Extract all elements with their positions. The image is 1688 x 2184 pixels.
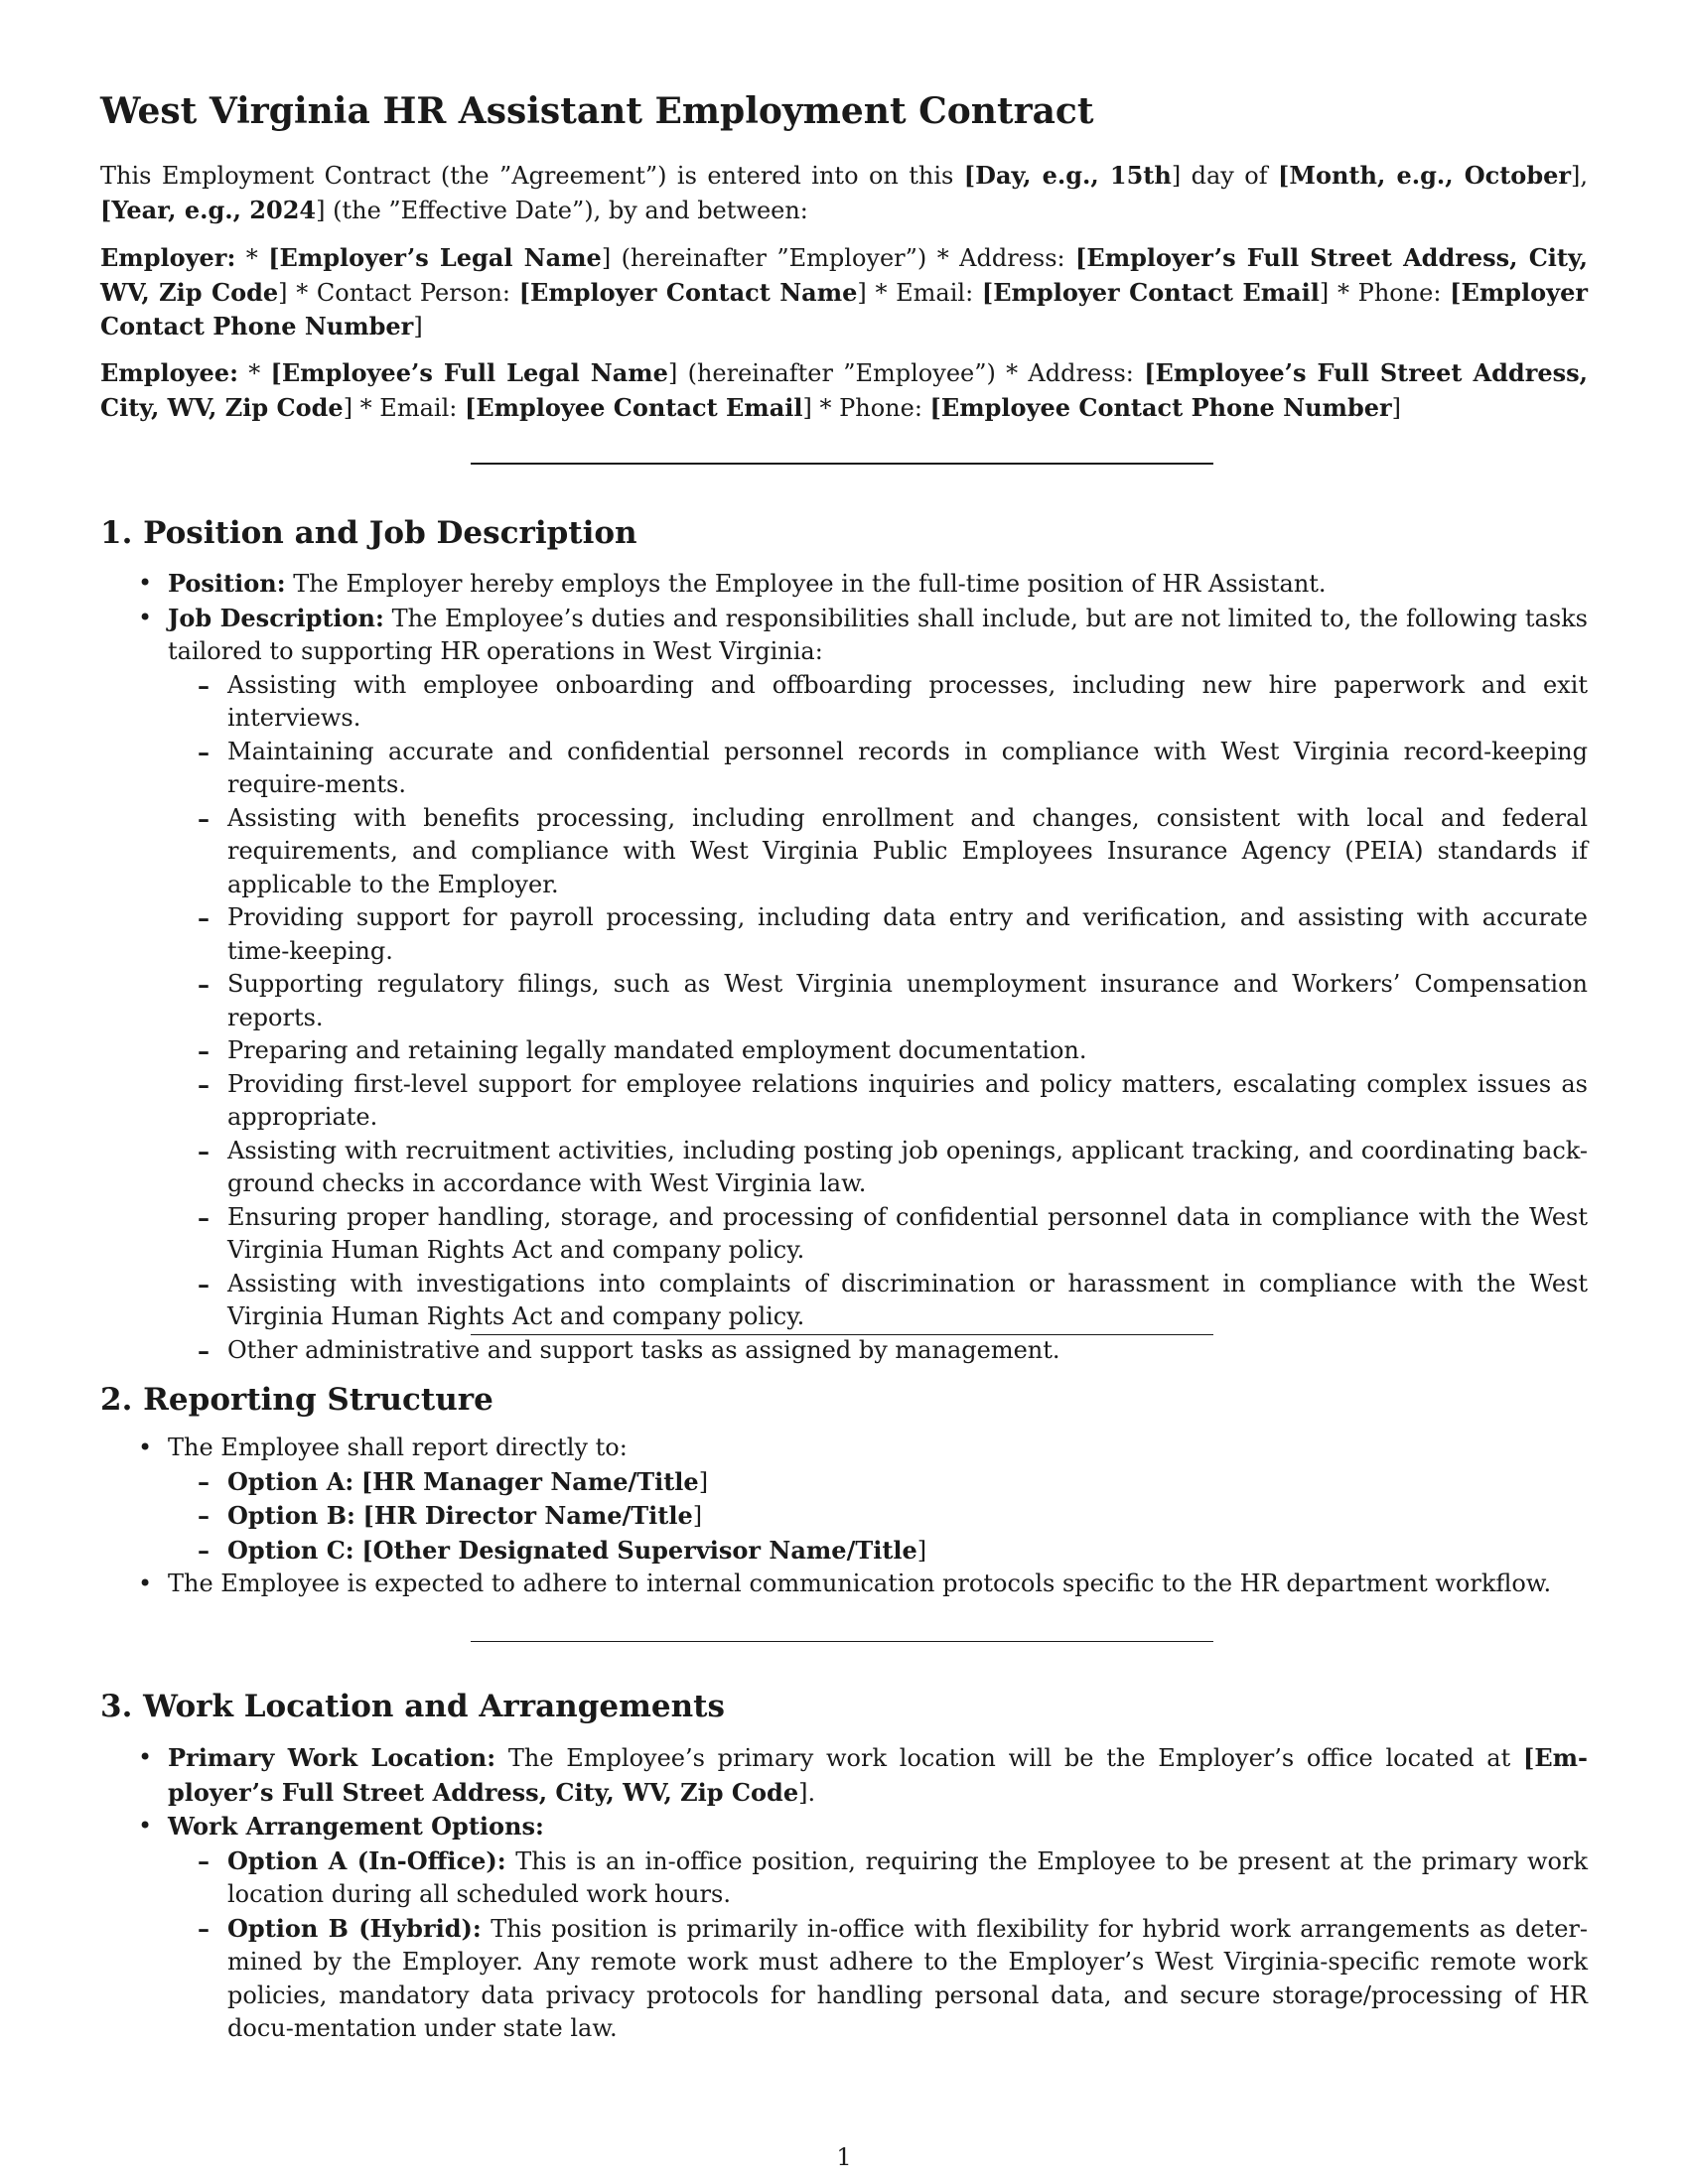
employee-address-placeholder: [Employee’s Full Street Address, City, WV, Zip Code <box>100 358 1589 422</box>
option-in-office <box>100 1844 1588 1912</box>
position-text: The Employer hereby employs the Employee in the full-time position of HR Assistant. <box>285 570 1327 598</box>
option-hybrid <box>100 1912 1588 2046</box>
contract-page <box>100 0 1588 2184</box>
year-placeholder: [Year, e.g., 2024 <box>100 195 317 224</box>
protocol-item: • The Employee is expected to adhere to internal communication protocols specific to the HR department workflow. <box>100 1568 1588 1601</box>
employee-label: Employee: <box>100 358 238 387</box>
employer-address-placeholder: [Employer’s Full Street Address, City, WV, Zip Code <box>100 243 1589 307</box>
page-number: 1 <box>836 2143 852 2171</box>
primary-close: ]. <box>798 1778 816 1807</box>
job-description-item <box>100 602 1588 1368</box>
intro-paragraph <box>100 159 1588 227</box>
employee-email-placeholder: [Employee Contact Email <box>464 392 803 422</box>
position-item <box>100 567 1588 602</box>
document-title: West Virginia HR Assistant Employment Contract <box>100 90 1094 132</box>
section-divider <box>471 1334 1213 1335</box>
arrangement-options-label: Work Arrangement Options: <box>168 1812 544 1841</box>
task-item: – Ensuring proper handling, storage, and processing of confidential personnel data in compliance with the West Virginia Human Rights Act and company policy. <box>100 1201 1588 1268</box>
job-description-label: Job Description: <box>168 603 384 632</box>
primary-location-item <box>100 1741 1588 1810</box>
option-label: Option B (Hybrid): <box>227 1913 482 1943</box>
option-c <box>100 1534 1588 1569</box>
employee-text: ] <box>1391 393 1402 422</box>
option-b <box>100 1499 1588 1534</box>
arrangement-options <box>168 1844 1588 2046</box>
option-label: Option A: <box>227 1466 354 1496</box>
task-item: – Maintaining accurate and confidential personnel records in compliance with West Virginia record-keeping require-ments. <box>100 736 1588 802</box>
section-2-heading: 2. Reporting Structure <box>100 1382 493 1418</box>
intro-text: ], <box>1571 162 1589 190</box>
option-close: ] <box>698 1467 709 1496</box>
option-value: [HR Director Name/Title <box>362 1501 693 1530</box>
intro-text: This Employment Contract (the ”Agreement”) is entered into on this <box>100 162 964 190</box>
intro-text: ] (the ”Effective Date”), by and between: <box>316 196 808 224</box>
task-item: – Providing support for payroll processing, including data entry and verification, and assisting with accurate time-keeping. <box>100 901 1588 968</box>
day-placeholder: [Day, e.g., 15th <box>963 161 1172 190</box>
month-placeholder: [Month, e.g., October <box>1278 161 1572 190</box>
employee-name-placeholder: [Employee’s Full Legal Name <box>270 358 668 387</box>
section-1-heading: 1. Position and Job Description <box>100 515 637 551</box>
employer-email-placeholder: [Employer Contact Email <box>981 277 1320 307</box>
employer-text: ] * Email: <box>857 278 982 307</box>
task-item: – Other administrative and support tasks as assigned by management. <box>100 1334 1588 1368</box>
employer-text: ] * Phone: <box>1319 278 1451 307</box>
task-item: – Supporting regulatory filings, such as West Virginia unemployment insurance and Workers’ Compensation reports. <box>100 968 1588 1034</box>
employer-text: * <box>235 244 269 272</box>
employee-phone-placeholder: [Employee Contact Phone Number <box>929 392 1392 422</box>
section-2-list <box>100 1432 1588 1601</box>
employer-paragraph <box>100 241 1588 344</box>
option-label: Option B: <box>227 1501 355 1530</box>
task-item: – Assisting with investigations into complaints of discrimination or harassment in compliance with the West Virginia Human Rights Act and company policy. <box>100 1268 1588 1334</box>
employee-text: ] * Phone: <box>802 393 930 422</box>
task-item: – Assisting with employee onboarding and offboarding processes, including new hire paperwork and exit interviews. <box>100 669 1588 736</box>
option-label: Option C: <box>227 1535 354 1565</box>
employee-text: ] (hereinafter ”Employee”) * Address: <box>667 359 1145 387</box>
job-description-text: The Employee’s duties and responsibilities shall include, but are not limited to, the following tasks tailored to supporting HR operations in West Virginia: <box>168 604 1588 665</box>
reporting-options <box>168 1465 1588 1569</box>
intro-text: ] day of <box>1171 162 1279 190</box>
employee-text: ] * Email: <box>343 393 465 422</box>
employer-contact-placeholder: [Employer Contact Name <box>518 277 858 307</box>
option-close: ] <box>916 1536 927 1565</box>
option-value: [HR Manager Name/Title <box>360 1466 699 1496</box>
option-text: This position is primarily in-office with flexibility for hybrid work arrangements as deter-mined by the Employer. Any remote work must adhere to the Employer’s West Virginia-specific remote work policies, mandatory data privacy protocols for handling personal data, and secure storage/processing of HR docu-mentation under state law. <box>227 1914 1588 2042</box>
task-item: – Providing first-level support for employee relations inquiries and policy matters, escalating complex issues as appropriate. <box>100 1068 1588 1135</box>
employee-paragraph <box>100 356 1588 425</box>
section-divider <box>471 1641 1213 1642</box>
position-label: Position: <box>168 569 286 598</box>
primary-address-placeholder: [Em-ployer’s Full Street Address, City, WV, Zip Code <box>168 1743 1589 1807</box>
task-item: – Preparing and retaining legally mandated employment documentation. <box>100 1034 1588 1068</box>
option-close: ] <box>692 1502 703 1530</box>
task-list <box>168 669 1588 1368</box>
task-item: – Assisting with recruitment activities, including posting job openings, applicant tracking, and coordinating back-ground checks in accordance with West Virginia law. <box>100 1135 1588 1201</box>
employee-text: * <box>237 359 271 387</box>
section-1-list <box>100 567 1588 1367</box>
option-text: This is an in-office position, requiring the Employee to be present at the primary work location during all scheduled work hours. <box>227 1846 1588 1908</box>
employer-text: ] (hereinafter ”Employer”) * Address: <box>601 244 1076 272</box>
employer-phone-placeholder: [Employer Contact Phone Number <box>100 277 1588 341</box>
section-divider <box>471 463 1213 465</box>
employer-name-placeholder: [Employer’s Legal Name <box>268 243 602 272</box>
option-a <box>100 1465 1588 1500</box>
section-3-list <box>100 1741 1588 2046</box>
option-value: [Other Designated Supervisor Name/Title <box>361 1535 917 1565</box>
option-label: Option A (In-Office): <box>227 1845 506 1875</box>
employer-label: Employer: <box>100 243 236 272</box>
report-text: The Employee shall report directly to: <box>168 1433 628 1461</box>
arrangement-options-item <box>100 1810 1588 2046</box>
primary-location-text: The Employee’s primary work location will be the Employer’s office located at <box>495 1744 1523 1772</box>
employer-text: ] <box>413 313 423 341</box>
section-3-heading: 3. Work Location and Arrangements <box>100 1689 725 1724</box>
report-item <box>100 1432 1588 1568</box>
task-item: – Assisting with benefits processing, including enrollment and changes, consistent with local and federal requirements, and compliance with West Virginia Public Employees Insurance Agency (PEIA) standards if applicable to the Employer. <box>100 802 1588 902</box>
employer-text: ] * Contact Person: <box>278 278 519 307</box>
primary-location-label: Primary Work Location: <box>168 1743 496 1772</box>
